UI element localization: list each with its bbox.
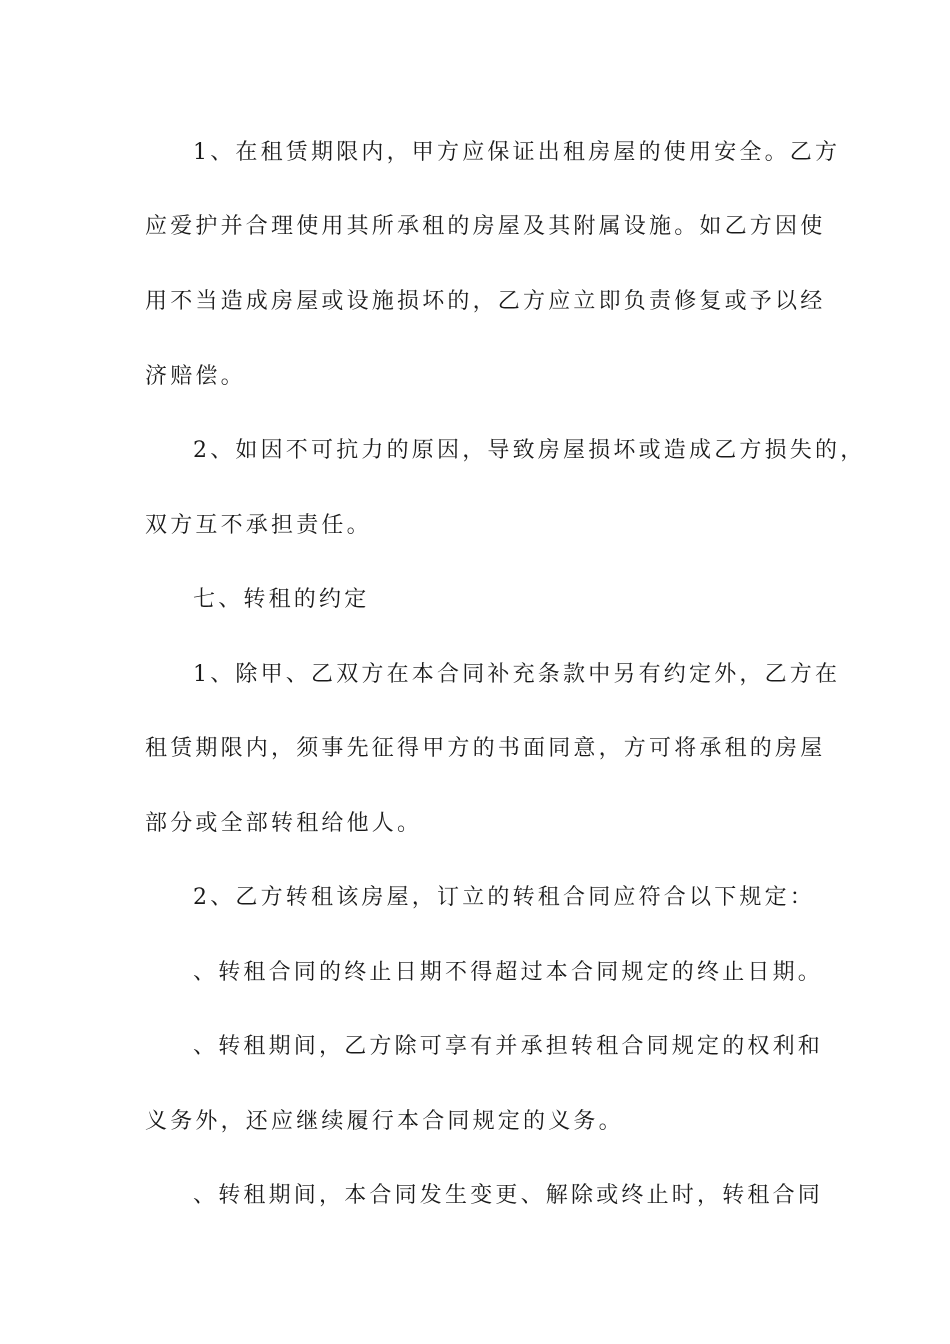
text-line: 应爱护并合理使用其所承租的房屋及其附属设施。如乙方因使 (145, 214, 826, 239)
text-line: 双方互不承担责任。 (145, 513, 372, 538)
text-line: 、转租期间，本合同发生变更、解除或终止时，转租合同 (193, 1183, 824, 1208)
text-line: 2、如因不可抗力的原因，导致房屋损坏或造成乙方损失的， (193, 438, 866, 463)
text-line: 用不当造成房屋或设施损坏的，乙方应立即负责修复或予以经 (145, 289, 826, 314)
text-line: 、转租合同的终止日期不得超过本合同规定的终止日期。 (193, 960, 824, 985)
text-line: 、转租期间，乙方除可享有并承担转租合同规定的权利和 (193, 1034, 824, 1059)
text-line: 1、除甲、乙双方在本合同补充条款中另有约定外，乙方在 (193, 662, 841, 687)
text-line: 2、乙方转租该房屋，订立的转租合同应符合以下规定： (193, 885, 815, 910)
text-line: 1、在租赁期限内，甲方应保证出租房屋的使用安全。乙方 (193, 140, 841, 165)
section-heading: 七、转租的约定 (193, 587, 370, 612)
text-line: 济赔偿。 (145, 364, 246, 389)
text-line: 租赁期限内，须事先征得甲方的书面同意，方可将承租的房屋 (145, 736, 826, 761)
text-line: 义务外，还应继续履行本合同规定的义务。 (145, 1109, 624, 1134)
text-line: 部分或全部转租给他人。 (145, 811, 423, 836)
